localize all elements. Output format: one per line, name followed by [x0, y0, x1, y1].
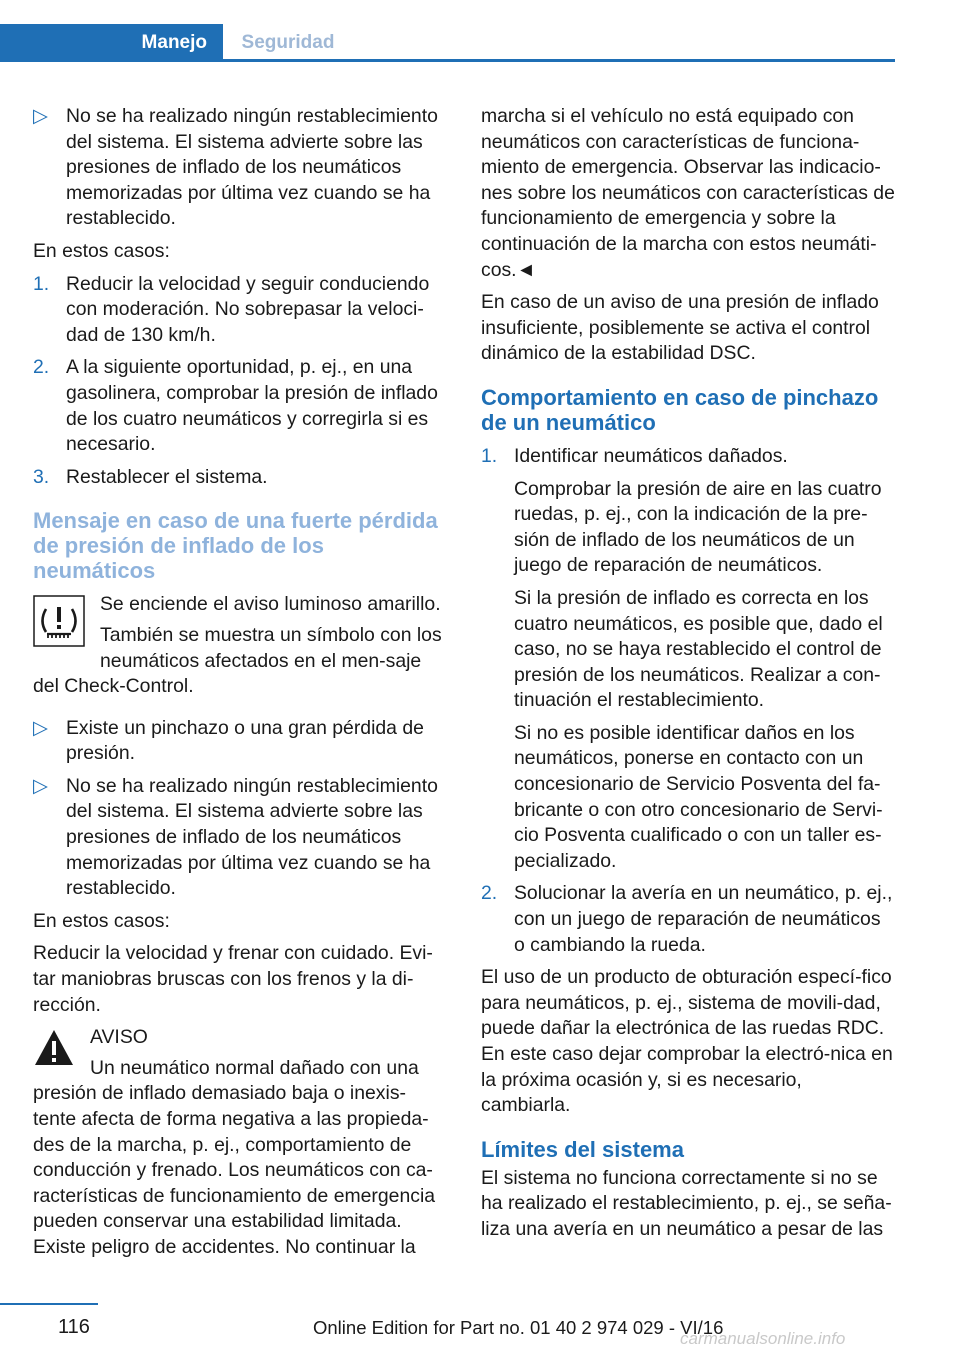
- header-tabs: [0, 24, 895, 62]
- step-number: 3.: [33, 465, 50, 488]
- paragraph: El sistema no funciona correctamente si no se ha realizado el restablecimiento, p. ej., se seña‐liza una avería en un neumático a pesar de las: [481, 1166, 892, 1240]
- paragraph: Se enciende el aviso luminoso amarillo.: [100, 593, 441, 616]
- step-text: A la siguiente oportunidad, p. ej., en una gasolinera, comprobar la presión de inflado de los cuatro neumáticos y corregirla si es necesario.: [66, 356, 438, 456]
- step-number: 1.: [33, 272, 50, 295]
- step-number: 1.: [481, 444, 498, 467]
- step-subparagraph: Comprobar la presión de aire en las cuatro ruedas, p. ej., con la indicación de la pre‐sión de inflado de los neumáticos de un juego de reparación de neumáticos.: [514, 477, 882, 577]
- bullet-triangle-icon: ▷: [33, 716, 48, 739]
- tab-manejo[interactable]: Manejo: [0, 24, 223, 59]
- step-text: Identificar neumáticos dañados.: [514, 444, 788, 467]
- paragraph: En caso de un aviso de una presión de inflado insuficiente, posiblemente se activa el control dinámico de la estabilidad DSC.: [481, 291, 879, 365]
- step-subparagraph: Si no es posible identificar daños en los neumáticos, ponerse en contacto con un concesionario de Servicio Posventa del fa‐bricante o con otro concesionario de Servi‐cio Posventa cualificado o con un taller es‐pecializado.: [514, 721, 883, 872]
- edition-text: Online Edition for Part no. 01 40 2 974 029 - VI/16: [313, 1317, 724, 1338]
- step-text: Solucionar la avería en un neumático, p. ej., con un juego de reparación de neumáticos o cambiando la rueda.: [514, 882, 893, 956]
- section-heading: Comportamiento en caso de pinchazo de un neumático: [481, 384, 879, 435]
- bullet-triangle-icon: ▷: [33, 105, 48, 127]
- bullet-text: Existe un pinchazo o una gran pérdida de presión.: [66, 716, 424, 765]
- list-item: [33, 104, 448, 232]
- list-item: [481, 881, 896, 958]
- watermark: carmanualsonline.info: [680, 1329, 846, 1348]
- indicator-block: [33, 592, 448, 699]
- list-item: [33, 465, 448, 491]
- list-item: [481, 444, 896, 875]
- section-heading: Mensaje en caso de una fuerte pérdida de presión de inflado de los neumáticos: [33, 508, 438, 584]
- bullet-triangle-icon: ▷: [33, 774, 48, 797]
- page-number: 116: [58, 1316, 90, 1338]
- paragraph: También se muestra un símbolo con los neumáticos afectados en el men‐saje del Check-Control.: [33, 623, 442, 698]
- paragraph: marcha si el vehículo no está equipado con neumáticos con características de funciona‐miento de emergencia. Observar las indicacio‐nes sobre los neumáticos con características de funcionamiento de emergencia y sobre la continuación de la marcha con estos neumáti‐cos.◄: [481, 105, 895, 281]
- warning-text: Un neumático normal dañado con una presión de inflado demasiado baja o inexis‐tente afecta de forma negativa a las propieda‐des de la marcha, p. ej., comportamiento de conducción y frenado. Los neumáticos con ca‐racterísticas de funcionamiento de emergencia pueden conservar una estabilidad limitada. Existe peligro de accidentes. No continuar la: [33, 1056, 436, 1258]
- bullet-text: No se ha realizado ningún restablecimiento del sistema. El sistema advierte sobre las presiones de inflado de los neumáticos memorizadas por última vez cuando se ha restablecido.: [66, 105, 438, 230]
- list-item: [33, 355, 448, 457]
- warning-block: [33, 1025, 448, 1260]
- step-subparagraph: Si la presión de inflado es correcta en los cuatro neumáticos, es posible que, dado el caso, no se haya restablecido el control de presión de los neumáticos. Realizar a con‐tinuación el restablecimiento.: [514, 586, 883, 712]
- list-item: [33, 774, 448, 902]
- warning-triangle-icon: [33, 1028, 75, 1076]
- step-text: Reducir la velocidad y seguir conduciendo con moderación. No sobrepasar la veloci‐dad de 130 km/h.: [66, 272, 430, 346]
- left-column: [33, 104, 448, 1268]
- paragraph: El uso de un producto de obturación especí‐fico para neumáticos, p. ej., sistema de movili‐dad, puede dañar la electrónica de las ruedas RDC. En este caso dejar comprobar la electró‐nica en la próxima ocasión y, si es necesario, cambiarla.: [481, 966, 893, 1117]
- list-item: [33, 272, 448, 349]
- step-number: 2.: [33, 356, 50, 379]
- step-text: Restablecer el sistema.: [66, 465, 268, 488]
- bullet-text: No se ha realizado ningún restablecimiento del sistema. El sistema advierte sobre las presiones de inflado de los neumáticos memorizadas por última vez cuando se ha restablecido.: [66, 774, 438, 900]
- paragraph: Reducir la velocidad y frenar con cuidado. Evi‐tar maniobras bruscas con los frenos y la di‐rección.: [33, 942, 433, 1016]
- tab-seguridad[interactable]: Seguridad: [241, 32, 335, 53]
- footer-rule: [0, 1303, 98, 1305]
- paragraph: En estos casos:: [33, 239, 170, 262]
- tire-pressure-warning-icon: [33, 595, 85, 655]
- step-number: 2.: [481, 882, 498, 905]
- warning-title: AVISO: [90, 1026, 148, 1049]
- list-item: [33, 716, 448, 767]
- right-column: [481, 104, 896, 1250]
- section-heading: Límites del sistema: [481, 1136, 684, 1162]
- paragraph: En estos casos:: [33, 909, 170, 932]
